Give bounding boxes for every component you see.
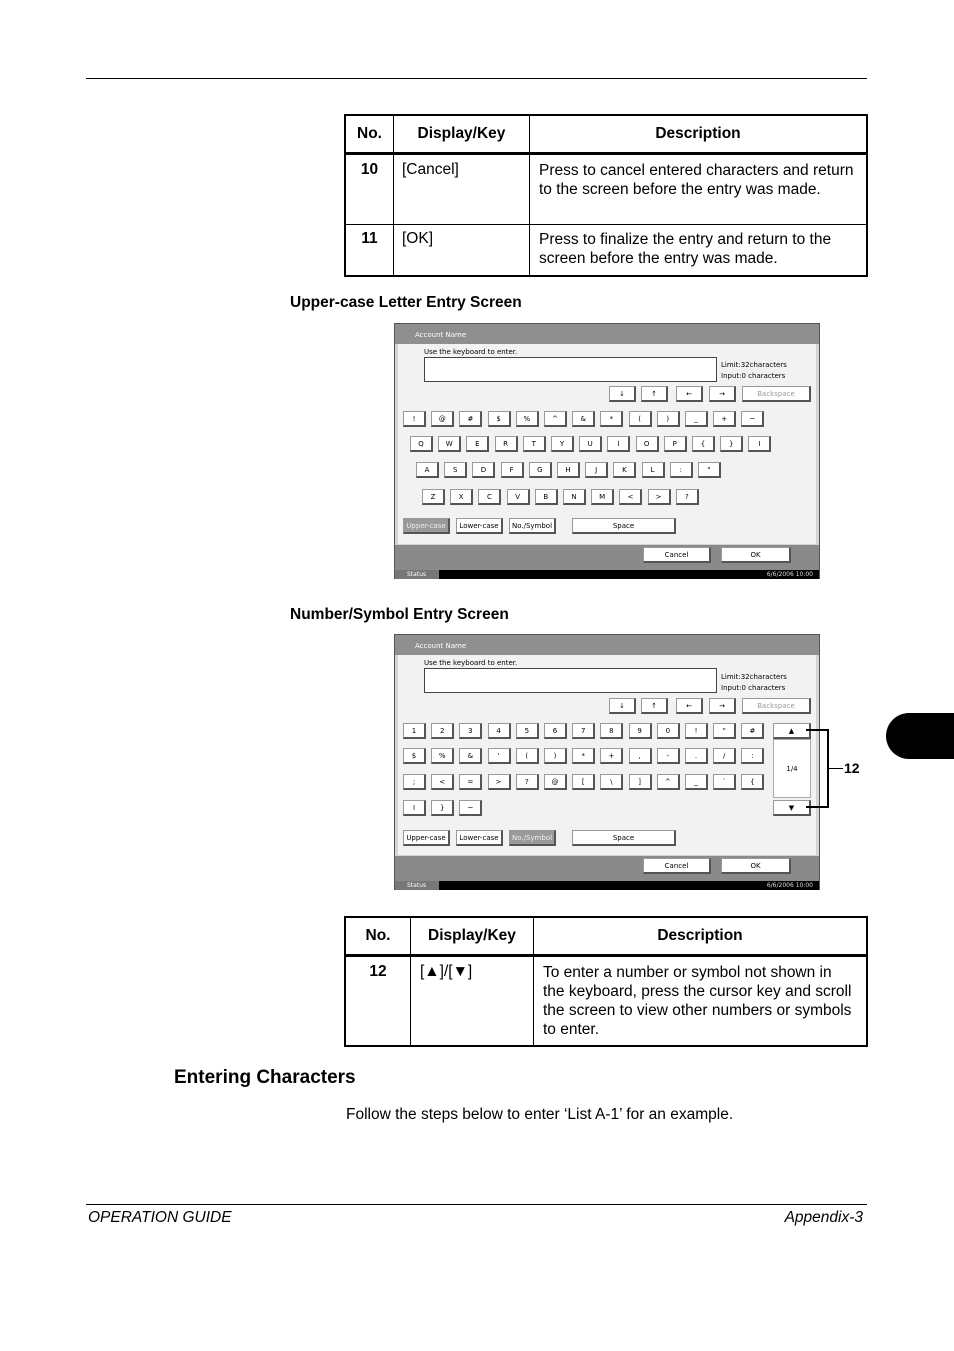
keyboard-key[interactable]: % <box>431 748 454 764</box>
space-key[interactable]: Space <box>572 518 676 534</box>
keyboard-key[interactable]: X <box>450 489 473 505</box>
cursor-up-key[interactable]: ↑ <box>641 698 668 714</box>
keyboard-key[interactable]: 9 <box>629 723 652 739</box>
keyboard-key[interactable]: 5 <box>516 723 539 739</box>
keyboard-key[interactable]: 4 <box>488 723 511 739</box>
keyboard-key[interactable]: I <box>403 800 426 816</box>
keyboard-key[interactable]: + <box>713 411 736 427</box>
keyboard-key[interactable]: N <box>563 489 586 505</box>
keyboard-key[interactable]: : <box>670 462 693 478</box>
keyboard-key[interactable]: P <box>664 436 687 452</box>
keyboard-key[interactable]: < <box>431 774 454 790</box>
keyboard-key[interactable]: * <box>572 748 595 764</box>
scroll-up-button[interactable]: ▲ <box>773 723 811 739</box>
keyboard-key[interactable]: V <box>507 489 530 505</box>
col-no: No. <box>346 918 411 956</box>
cursor-down-key[interactable]: ↓ <box>609 386 636 402</box>
keyboard-key[interactable]: { <box>692 436 715 452</box>
keyboard-key[interactable]: $ <box>403 748 426 764</box>
upper-case-mode[interactable]: Upper-case <box>403 830 450 846</box>
lower-case-mode[interactable]: Lower-case <box>456 830 503 846</box>
keyboard-key[interactable]: ( <box>516 748 539 764</box>
top-rule <box>86 78 867 79</box>
keyboard-key[interactable]: C <box>478 489 501 505</box>
keyboard-key[interactable]: @ <box>544 774 567 790</box>
keyboard-key[interactable]: # <box>741 723 764 739</box>
upper-case-mode[interactable]: Upper-case <box>403 518 450 534</box>
scroll-down-button[interactable]: ▼ <box>773 800 811 816</box>
upper-case-screen: Account Name Use the keyboard to enter. Limit:32characters Input:0 characters ↓ ↑ ← → Backspace ! @ # $ % ^ & * ( ) _ + ~ Q W E R T Y U I O P { } I A S D F G H J K L : " Z X C V B N M < > ? Upper-case Lower-case No./Symbol Space Cancel OK Status 6/6/2006 10:00 <box>394 323 820 579</box>
key-table-1 <box>345 115 867 276</box>
lower-case-mode[interactable]: Lower-case <box>456 518 503 534</box>
table-row: 10 [Cancel] Press to cancel entered characters and return to the screen before the entry was made. <box>346 154 867 225</box>
col-desc: Description <box>530 116 867 154</box>
keyboard-key[interactable]: > <box>488 774 511 790</box>
keyboard-key[interactable]: B <box>535 489 558 505</box>
ok-button[interactable]: OK <box>721 858 791 874</box>
keyboard-key[interactable]: 1 <box>403 723 426 739</box>
keyboard-key[interactable]: % <box>516 411 539 427</box>
keyboard-key[interactable]: O <box>636 436 659 452</box>
keyboard-key[interactable]: Z <box>422 489 445 505</box>
keyboard-key[interactable]: ^ <box>657 774 680 790</box>
col-no: No. <box>346 116 394 154</box>
keyboard-key[interactable]: G <box>529 462 552 478</box>
keyboard-key[interactable]: D <box>472 462 495 478</box>
caption-number: Number/Symbol Entry Screen <box>290 606 509 623</box>
table-row: 12 [▲]/[▼] To enter a number or symbol not shown in the keyboard, press the cursor key and scroll the screen to view other numbers or symbols to enter. <box>346 956 867 1046</box>
keyboard-key[interactable]: ^ <box>544 411 567 427</box>
bottom-rule <box>86 1204 867 1205</box>
cursor-left-key[interactable]: ← <box>676 698 703 714</box>
keyboard-key[interactable]: [ <box>572 774 595 790</box>
ok-button[interactable]: OK <box>721 547 791 563</box>
keyboard-key[interactable]: $ <box>488 411 511 427</box>
keyboard-key[interactable]: ; <box>403 774 426 790</box>
keyboard-key[interactable]: 6 <box>544 723 567 739</box>
keyboard-key[interactable]: ) <box>657 411 680 427</box>
keyboard-key[interactable]: L <box>642 462 665 478</box>
keyboard-key[interactable]: M <box>591 489 614 505</box>
keyboard-key[interactable]: J <box>585 462 608 478</box>
keyboard-key[interactable]: ( <box>629 411 652 427</box>
keyboard-key[interactable]: } <box>720 436 743 452</box>
keyboard-key[interactable]: _ <box>685 774 708 790</box>
page-indicator: 1/4 <box>773 739 811 798</box>
keyboard-key[interactable]: 7 <box>572 723 595 739</box>
cursor-down-key[interactable]: ↓ <box>609 698 636 714</box>
footer-right: Appendix-3 <box>784 1209 863 1226</box>
screen-title: Account Name <box>395 635 819 655</box>
symbol-mode[interactable]: No./Symbol <box>509 518 556 534</box>
col-desc: Description <box>534 918 867 956</box>
keyboard-key[interactable]: + <box>600 748 623 764</box>
keyboard-key[interactable]: _ <box>685 411 708 427</box>
keyboard-key[interactable]: } <box>431 800 454 816</box>
callout-bracket-top <box>806 729 828 731</box>
status-button[interactable]: Status <box>395 881 439 890</box>
cursor-right-key[interactable]: → <box>709 386 736 402</box>
col-key: Display/Key <box>411 918 534 956</box>
keyboard-key[interactable]: I <box>748 436 771 452</box>
body-text: Follow the steps below to enter ‘List A-1’ for an example. <box>346 1106 734 1123</box>
chapter-tab <box>886 713 954 759</box>
keyboard-key[interactable]: 8 <box>600 723 623 739</box>
screen-title: Account Name <box>395 324 819 344</box>
keyboard-key[interactable]: A <box>416 462 439 478</box>
keyboard-key[interactable]: ' <box>488 748 511 764</box>
keyboard-key[interactable]: 2 <box>431 723 454 739</box>
keyboard-key[interactable]: Q <box>410 436 433 452</box>
keyboard-key[interactable]: > <box>648 489 671 505</box>
callout-label: 12 <box>844 760 860 776</box>
keyboard-key[interactable]: ! <box>685 723 708 739</box>
text-input[interactable] <box>424 357 717 382</box>
keyboard-key[interactable]: I <box>607 436 630 452</box>
keyboard-key[interactable]: K <box>613 462 636 478</box>
keyboard-key[interactable]: ? <box>676 489 699 505</box>
keyboard-key[interactable]: E <box>466 436 489 452</box>
cursor-right-key[interactable]: → <box>709 698 736 714</box>
keyboard-key[interactable]: : <box>741 748 764 764</box>
footer-left: OPERATION GUIDE <box>88 1209 232 1226</box>
table-row: 11 [OK] Press to finalize the entry and return to the screen before the entry was made. <box>346 225 867 276</box>
callout-leader <box>829 768 843 769</box>
keyboard-key[interactable]: " <box>698 462 721 478</box>
keyboard-key[interactable]: . <box>685 748 708 764</box>
keyboard-key[interactable]: W <box>438 436 461 452</box>
keyboard-key[interactable]: 3 <box>459 723 482 739</box>
keyboard-key[interactable]: R <box>495 436 518 452</box>
keyboard-key[interactable]: S <box>444 462 467 478</box>
keyboard-key[interactable]: ~ <box>459 800 482 816</box>
keyboard-key[interactable]: # <box>459 411 482 427</box>
status-button[interactable]: Status <box>395 570 439 579</box>
keyboard-key[interactable]: T <box>523 436 546 452</box>
keyboard-key[interactable]: , <box>629 748 652 764</box>
keyboard-key[interactable]: ! <box>403 411 426 427</box>
keyboard-key[interactable]: ~ <box>741 411 764 427</box>
keyboard-key[interactable]: & <box>459 748 482 764</box>
cursor-up-key[interactable]: ↑ <box>641 386 668 402</box>
keyboard-key[interactable]: " <box>713 723 736 739</box>
callout-bracket-bottom <box>806 806 828 808</box>
keyboard-key[interactable]: * <box>600 411 623 427</box>
backspace-key[interactable]: Backspace <box>742 698 811 714</box>
keyboard-key[interactable]: 0 <box>657 723 680 739</box>
cursor-left-key[interactable]: ← <box>676 386 703 402</box>
keyboard-key[interactable]: { <box>741 774 764 790</box>
text-input[interactable] <box>424 668 717 693</box>
keyboard-key[interactable]: ] <box>629 774 652 790</box>
keyboard-key[interactable]: \ <box>600 774 623 790</box>
keyboard-key[interactable]: / <box>713 748 736 764</box>
keyboard-key[interactable]: - <box>657 748 680 764</box>
keyboard-key[interactable]: = <box>459 774 482 790</box>
col-key: Display/Key <box>394 116 530 154</box>
backspace-key[interactable]: Backspace <box>742 386 811 402</box>
keyboard-key[interactable]: ) <box>544 748 567 764</box>
section-heading: Entering Characters <box>174 1067 356 1088</box>
keyboard-key[interactable]: < <box>619 489 642 505</box>
keyboard-key[interactable]: H <box>557 462 580 478</box>
caption-upper: Upper-case Letter Entry Screen <box>290 294 522 311</box>
keyboard-key[interactable]: U <box>579 436 602 452</box>
cancel-button[interactable]: Cancel <box>643 547 711 563</box>
symbol-mode[interactable]: No./Symbol <box>509 830 556 846</box>
keyboard-key[interactable]: F <box>501 462 524 478</box>
keyboard-key[interactable]: ` <box>713 774 736 790</box>
key-table-2 <box>345 917 867 1046</box>
keyboard-key[interactable]: & <box>572 411 595 427</box>
space-key[interactable]: Space <box>572 830 676 846</box>
keyboard-key[interactable]: ? <box>516 774 539 790</box>
keyboard-key[interactable]: @ <box>431 411 454 427</box>
number-symbol-screen: Account Name Use the keyboard to enter. Limit:32characters Input:0 characters ↓ ↑ ← → Backspace 1 2 3 4 5 6 7 8 9 0 ! " # $ % & ' ( ) * + , - . / : ; < = > ? @ [ \ ] ^ _ ` { I } ~ ▲ 1/4 ▼ Upper-case Lower-case No./Symbol Space Cancel OK Status 6/6/2006 10:00 <box>394 634 820 890</box>
keyboard-key[interactable]: Y <box>551 436 574 452</box>
cancel-button[interactable]: Cancel <box>643 858 711 874</box>
